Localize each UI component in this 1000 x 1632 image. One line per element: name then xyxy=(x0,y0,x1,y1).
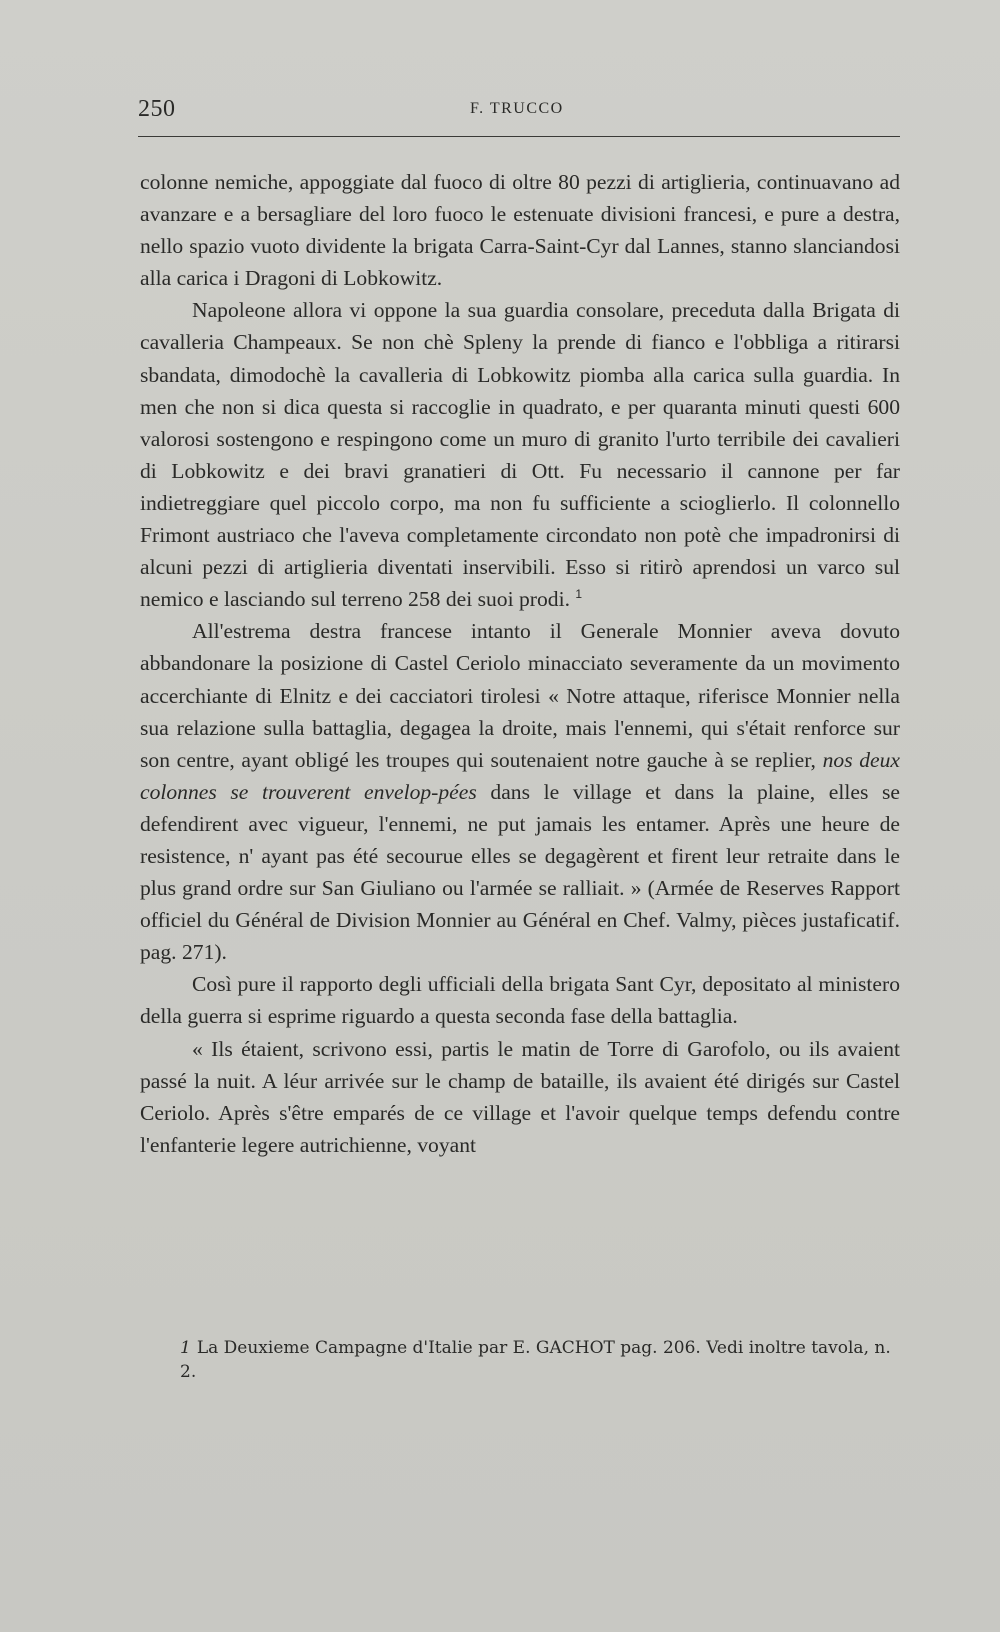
paragraph-4-text: Così pure il rapporto degli ufficiali della brigata Sant Cyr, depositato al ministero della guerra si esprime riguardo a questa seconda fase della battaglia. xyxy=(140,972,900,1029)
paragraph-1 xyxy=(140,166,900,294)
paragraph-3-text-b: dans le village et dans la plaine, elles se defendirent avec vigueur, l'ennemi, ne put jamais les entamer. Après une heure de resistence, n' ayant pas été secourue elles se degagèrent et firent leur retraite dans le plus grand ordre sur San Giuliano ou l'armée se ralliait. » (Armée de Reserves Rapport officiel du Général de Division Monnier au Général en Chef. Valmy, pièces justaficatif. pag. 271). xyxy=(140,779,900,965)
paragraph-2-text: Napoleone allora vi oppone la sua guardia consolare, preceduta dalla Brigata di cavalleria Champeaux. Se non chè Spleny la prende di fianco e l'obbliga a ritirarsi sbandata, dimodochè la cavalleria di Lobkowitz piomba alla carica sulla guardia. In men che non si dica questa si raccoglie in quadrato, e per quaranta minuti questi 600 valorosi sostengono e respingono come un muro di granito l'urto terribile dei cavalieri di Lobkowitz e dei bravi granatieri di Ott. Fu necessario il cannone per far indietreggiare quel piccolo corpo, ma non fu sufficiente a scioglierlo. Il colonnello Frimont austriaco che l'aveva completamente circondato non potè che impadronirsi di alcuni pezzi di artiglieria diventati inservibili. Esso si ritirò aprendosi un varco sul nemico e lasciando sul terreno 258 dei suoi prodi. xyxy=(140,298,900,612)
paragraph-4 xyxy=(140,968,900,1032)
footnote-text: La Deuxieme Campagne d'Italie par E. GACHOT pag. 206. Vedi inoltre tavola, n. 2. xyxy=(180,1338,891,1382)
paragraph-3-text-a: All'estrema destra francese intanto il Generale Monnier aveva dovuto abbandonare la posizione di Castel Ceriolo minacciato severamente da un movimento accerchiante di Elnitz e dei cacciatori tirolesi « Notre attaque, riferisce Monnier nella sua relazione sulla battaglia, degagea la droite, mais l'ennemi, qui s'était renforce sur son centre, ayant obligé les troupes qui soutenaient notre gauche à se replier, xyxy=(140,619,900,772)
body-text xyxy=(140,166,900,1161)
paragraph-5 xyxy=(140,1033,900,1161)
paragraph-2 xyxy=(140,294,900,615)
header-rule xyxy=(138,136,900,137)
paragraph-1-text: colonne nemiche, appoggiate dal fuoco di oltre 80 pezzi di artiglieria, continuavano ad avanzare e a bersagliare del loro fuoco le estenuate divisioni francesi, e pure a destra, nello spazio vuoto dividente la brigata Carra-Saint-Cyr dal Lannes, stanno slanciandosi alla carica i Dragoni di Lobkowitz. xyxy=(140,170,900,291)
footnote-reference: 1 xyxy=(575,587,583,602)
running-head: F. TRUCCO xyxy=(470,100,564,117)
footnote xyxy=(180,1336,900,1384)
page-number: 250 xyxy=(138,96,176,122)
paragraph-3 xyxy=(140,615,900,968)
page-header xyxy=(138,96,900,126)
paragraph-3-italic: nos deux colonnes se trouverent envelop-pées xyxy=(140,747,900,804)
paragraph-5-text: « Ils étaient, scrivono essi, partis le matin de Torre di Garofolo, ou ils avaient passé la nuit. A léur arrivée sur le champ de bataille, ils avaient été dirigés sur Castel Ceriolo. Après s'être emparés de ce village et l'avoir quelque temps defendu contre l'enfanterie legere autrichienne, voyant xyxy=(140,1036,900,1157)
footnote-number: 1 xyxy=(180,1338,191,1358)
